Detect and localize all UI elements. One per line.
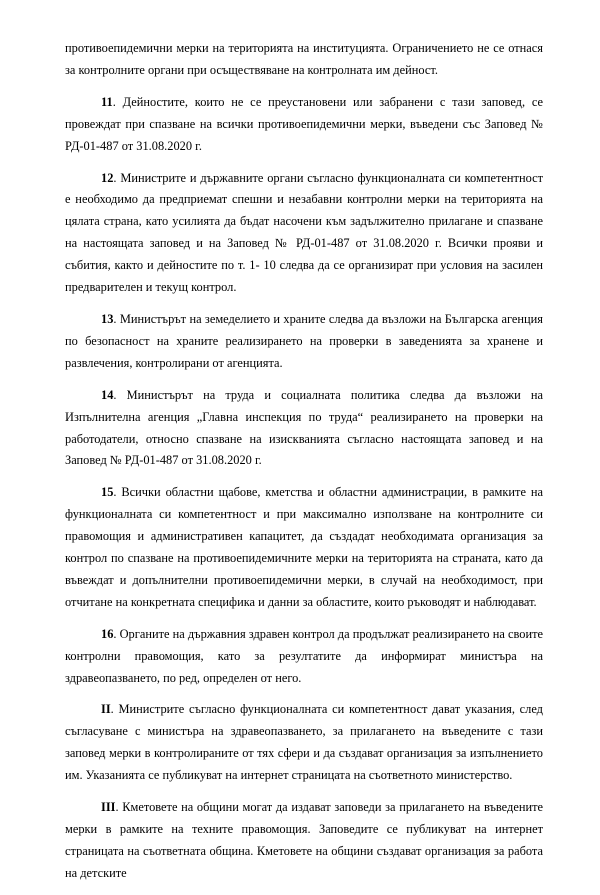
paragraph-number: 13 — [101, 311, 114, 326]
paragraph-16 — [65, 624, 543, 690]
paragraph-13 — [65, 309, 543, 375]
section-number: III — [101, 800, 116, 815]
paragraph-number: 14 — [101, 387, 114, 402]
paragraph-continuation — [65, 38, 543, 82]
paragraph-number: 12 — [101, 170, 114, 185]
paragraph-number: 16 — [101, 626, 114, 641]
paragraph-12 — [65, 168, 543, 299]
paragraph-number: 11 — [101, 94, 113, 109]
section-ii — [65, 699, 543, 787]
paragraph-text: . Всички областни щабове, кметства и областни администрации, в рамките на функционалната си компетентност и при максимално използване на контролните си правомощия и административен капацитет, да създадат необходимата организация за контрол по спазване на противоепидемичните мерки на територията на страната, като да въвеждат и допълнителни противоепидемични мерки, в случай на необходимост, при отчитане на конкретната специфика и данни за областите, които ръководят и наблюдават. — [65, 485, 543, 609]
paragraph-15 — [65, 482, 543, 613]
paragraph-text: . Министрите и държавните органи съгласно функционалната си компетентност е необходимо да предприемат спешни и незабавни контролни мерки на територията на цялата страна, като усилията да бъдат насочени към задължително прилагане и спазване на настоящата заповед и на Заповед № РД-01-487 от 31.08.2020 г. Всички прояви и събития, както и дейностите по т. 1- 10 следва да се организират при условия на засилен предварителен и текущ контрол. — [65, 170, 543, 295]
paragraph-text: противоепидемични мерки на територията на институцията. Ограничението не се отнася за контролните органи при осъществяване на контролната им дейност. — [65, 41, 543, 77]
paragraph-text: . Министрите съгласно функционалната си компетентност дават указания, след съгласуване с министъра на здравеопазването, за прилагането на въведените с тази заповед мерки в контролираните от тях сфери и да създават организация за изпълнението им. Указанията се публикуват на интернет страницата на съответното министерство. — [65, 702, 543, 783]
paragraph-11 — [65, 92, 543, 158]
section-iii — [65, 797, 543, 885]
paragraph-text: . Министърът на труда и социалната политика следва да възложи на Изпълнителна агенция „Главна инспекция по труда“ реализирането на проверки на работодатели, относно спазване на изискванията съгласно настоящата заповед и на Заповед № РД-01-487 от 31.08.2020 г. — [65, 387, 543, 468]
paragraph-text: . Органите на държавния здравен контрол да продължат реализирането на своите контролни правомощия, като за резултатите да информират министъра на здравеопазването, по ред, определен от него. — [65, 626, 543, 685]
paragraph-text: . Кметовете на общини могат да издават заповеди за прилагането на въведените мерки в рамките на техните правомощия. Заповедите се публикуват на интернет страницата на съответната община. Кметовете на общини създават организация за работа на детските — [65, 800, 543, 880]
document-body — [65, 38, 543, 895]
paragraph-14 — [65, 385, 543, 473]
paragraph-text: . Министърът на земеделието и храните следва да възложи на Българска агенция по безопасност на храните реализирането на проверки в заведенията за хранене и развлечения, контролирани от агенцията. — [65, 311, 543, 370]
paragraph-text: . Дейностите, които не се преустановени или забранени с тази заповед, се провеждат при спазване на всички противоепидемични мерки, въведени със Заповед № РД-01-487 от 31.08.2020 г. — [65, 94, 543, 153]
section-number: II — [101, 702, 111, 717]
paragraph-number: 15 — [101, 485, 114, 500]
